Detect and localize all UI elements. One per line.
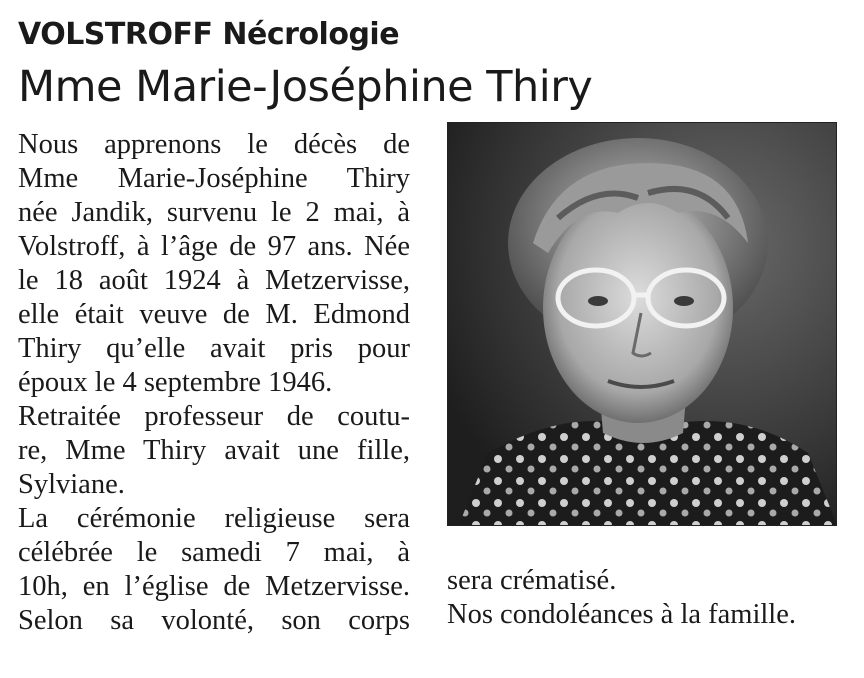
body-line: 10h, en l’église de Metzervisse. xyxy=(18,571,410,602)
portrait-photo xyxy=(447,122,837,526)
article-body-right-column xyxy=(447,564,847,632)
article-body-left-column xyxy=(18,128,410,638)
body-line: Nos condoléances à la famille. xyxy=(447,599,796,630)
body-line: sera crématisé. xyxy=(447,565,617,596)
body-line: époux le 4 septembre 1946. xyxy=(18,367,333,398)
body-line: Nous apprenons le décès de xyxy=(18,129,410,160)
body-line: née Jandik, survenu le 2 mai, à xyxy=(18,197,410,228)
body-line: La cérémonie religieuse sera xyxy=(18,503,410,534)
body-line: Thiry qu’elle avait pris pour xyxy=(18,333,410,364)
body-line: Volstroff, à l’âge de 97 ans. Née xyxy=(18,231,410,262)
body-line: Sylviane. xyxy=(18,469,125,500)
body-line: Retraitée professeur de coutu- xyxy=(18,401,410,432)
body-line: elle était veuve de M. Edmond xyxy=(18,299,410,330)
body-line: Mme Marie-Joséphine Thiry xyxy=(18,163,410,194)
body-line: Selon sa volonté, son corps xyxy=(18,605,410,636)
section-kicker: VOLSTROFF Nécrologie xyxy=(18,17,400,52)
obituary-headline: Mme Marie-Joséphine Thiry xyxy=(18,62,593,112)
body-line: le 18 août 1924 à Metzervisse, xyxy=(18,265,410,296)
body-line: re, Mme Thiry avait une fille, xyxy=(18,435,410,466)
body-line: célébrée le samedi 7 mai, à xyxy=(18,537,410,568)
